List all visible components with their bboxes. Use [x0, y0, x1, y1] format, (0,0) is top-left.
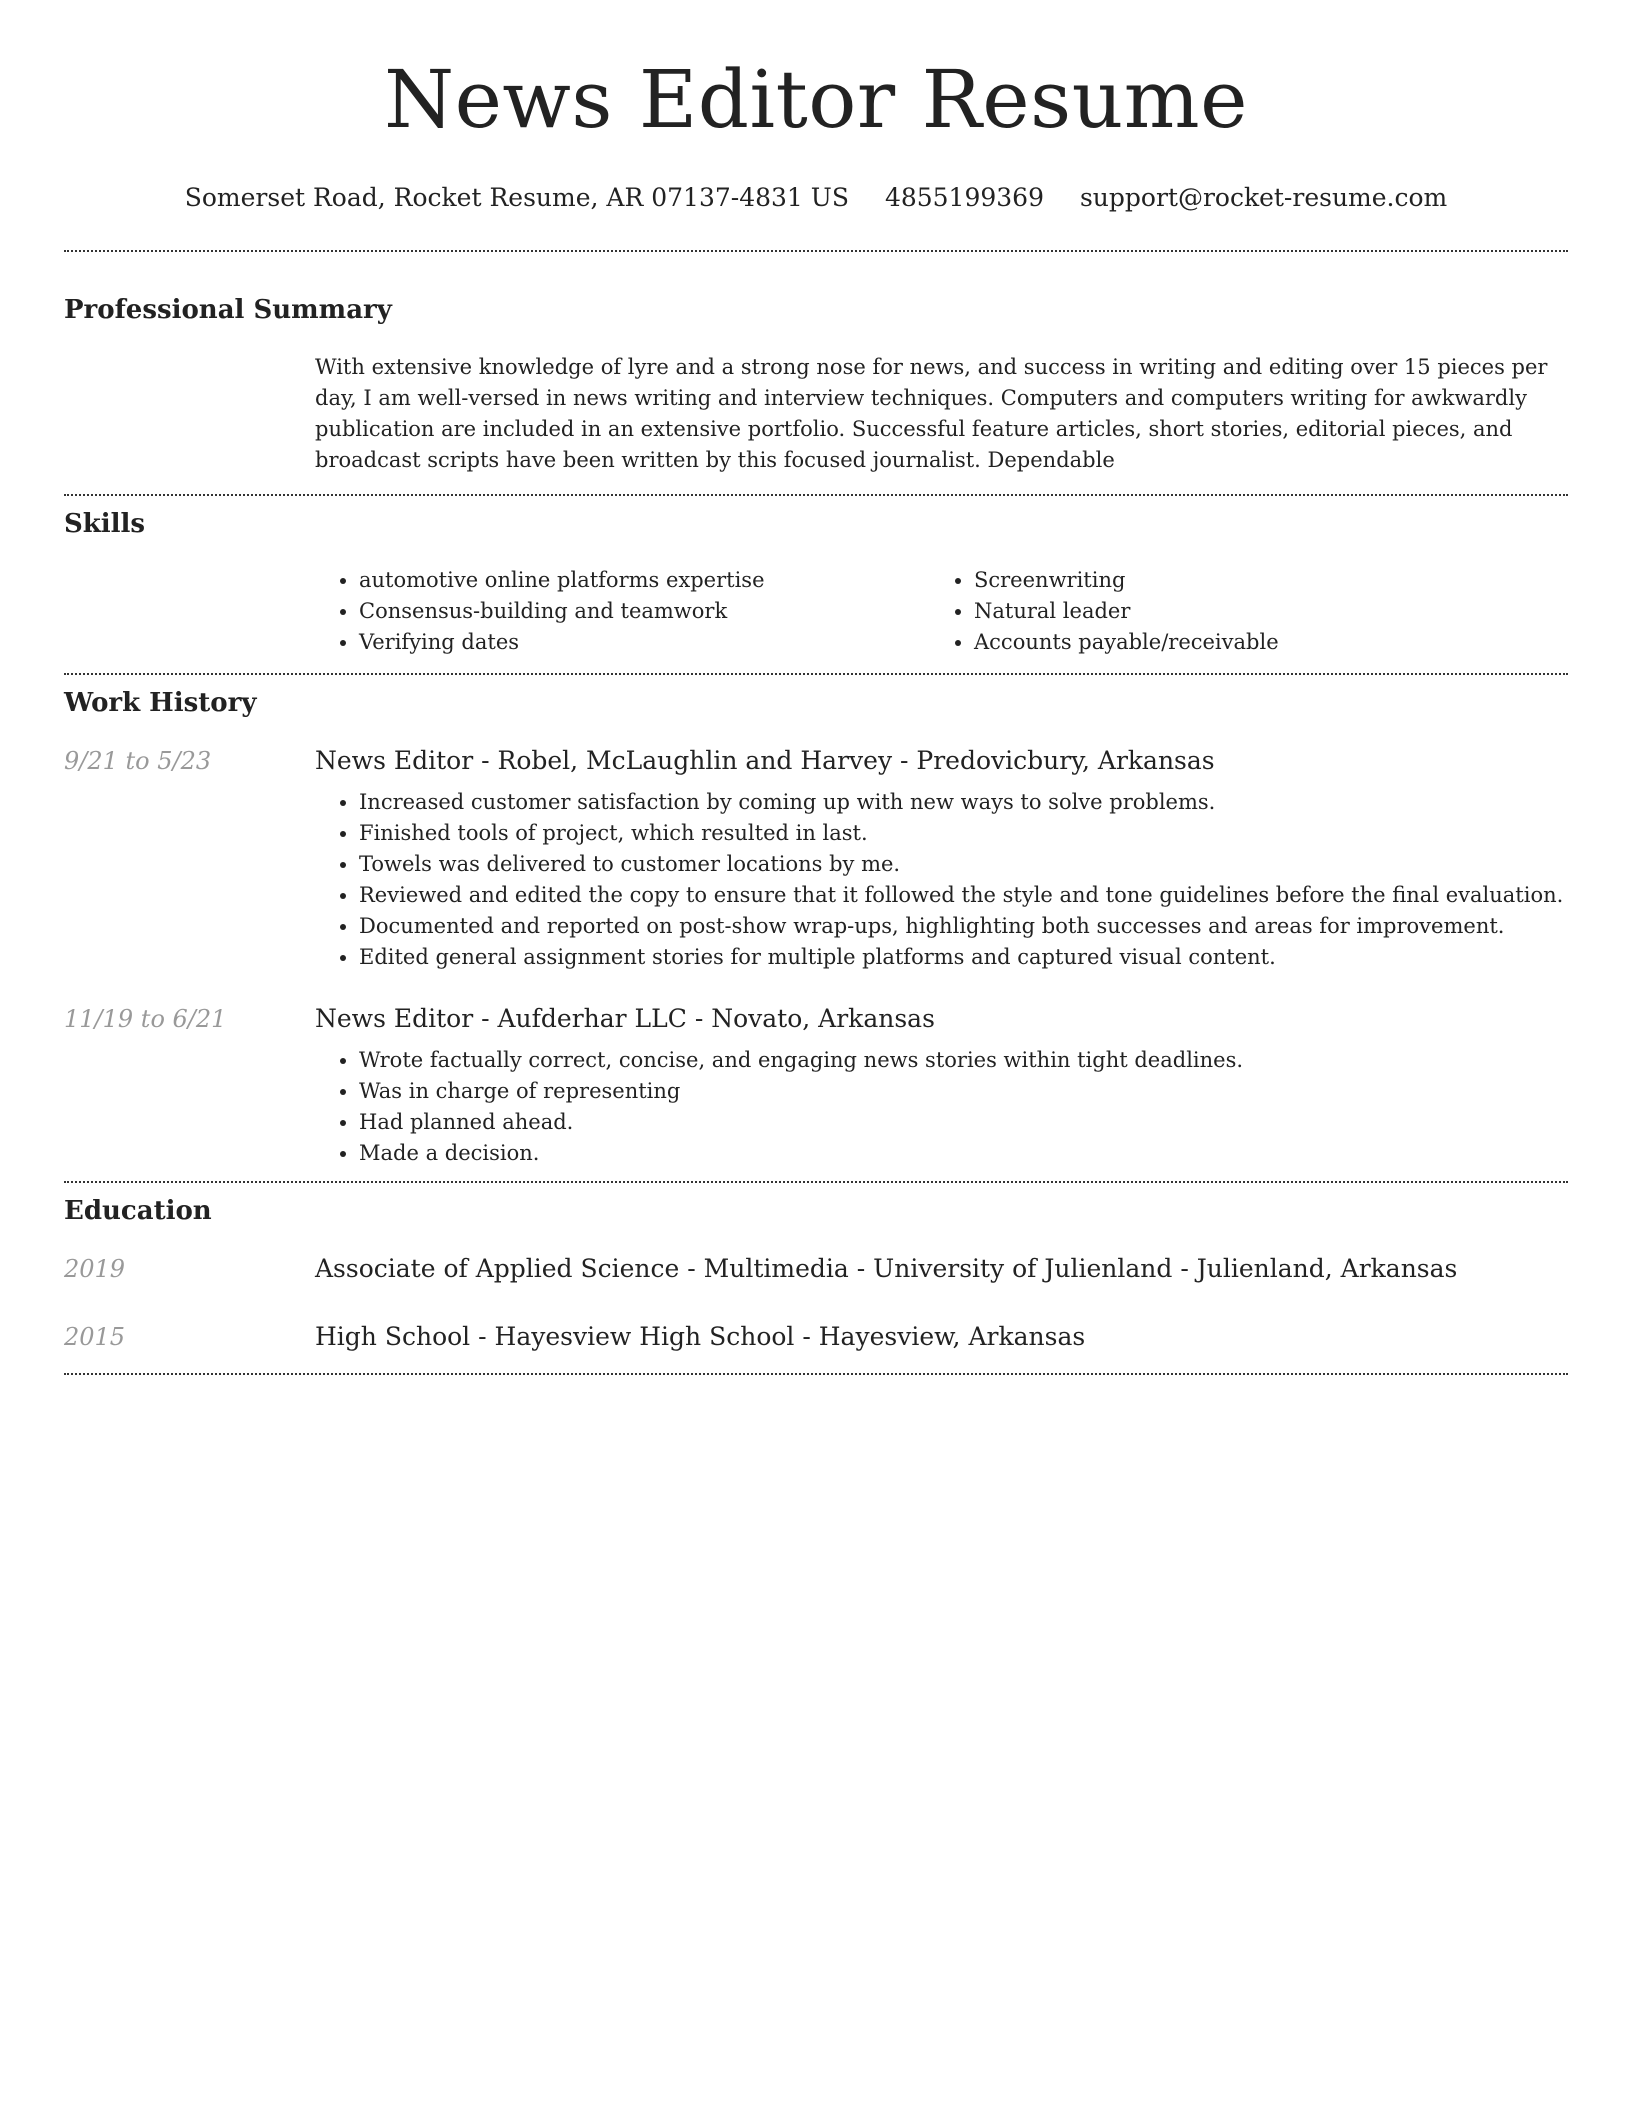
- education-heading-line: [315, 1321, 1085, 1353]
- skill-item: • Natural leader: [974, 596, 1545, 627]
- education-year: 2019: [64, 1255, 126, 1283]
- skills-column-left: [315, 565, 930, 658]
- job-bullet: • Finished tools of project, which resulted in last.: [359, 818, 1568, 849]
- job-bullet: • Was in charge of representing: [359, 1076, 1568, 1107]
- work-heading: Work History: [64, 688, 257, 718]
- education-section: [64, 1195, 1568, 1353]
- contact-email: support@rocket-resume.com: [1079, 183, 1448, 212]
- work-section: [64, 687, 1568, 1169]
- skills-list: [315, 565, 1568, 658]
- job-entry: [64, 745, 1568, 973]
- education-details: - Hayesview High School - Hayesview, Arkansas: [470, 1322, 1086, 1351]
- skills-heading: Skills: [64, 509, 146, 539]
- skill-item: • Accounts payable/receivable: [974, 627, 1545, 658]
- job-dates: 11/19 to 6/21: [64, 1005, 227, 1033]
- job-entry: [64, 1003, 1568, 1169]
- job-title: News Editor: [315, 1004, 474, 1033]
- job-bullet: • Made a decision.: [359, 1138, 1568, 1169]
- summary-heading: Professional Summary: [64, 295, 392, 325]
- contact-phone: 4855199369: [884, 183, 1044, 212]
- education-heading: Education: [64, 1196, 212, 1226]
- summary-text: With extensive knowledge of lyre and a strong nose for news, and success in writing and editing over 15 pieces per day, I am well-versed in news writing and interview techniques. Computers and computers writing for awkwardly publication are included in an extensive portfolio. Successful feature articles, short stories, editorial pieces, and broadcast scripts have been written by this focused journalist. Dependable: [315, 355, 1548, 472]
- education-year: 2015: [64, 1323, 126, 1351]
- page-title: News Editor Resume: [384, 53, 1248, 146]
- education-entry: [64, 1321, 1568, 1353]
- job-bullet: • Towels was delivered to customer locations by me.: [359, 849, 1568, 880]
- job-bullet: • Increased customer satisfaction by coming up with new ways to solve problems.: [359, 787, 1568, 818]
- job-dates: 9/21 to 5/23: [64, 747, 212, 775]
- job-bullet: • Had planned ahead.: [359, 1107, 1568, 1138]
- divider: [64, 250, 1568, 252]
- job-bullets: [315, 1045, 1568, 1169]
- contact-address: Somerset Road, Rocket Resume, AR 07137-4831 US: [184, 183, 849, 212]
- job-bullet: • Documented and reported on post-show wrap-ups, highlighting both successes and areas for improvement.: [359, 911, 1568, 942]
- divider: [64, 673, 1568, 675]
- contact-line: [64, 182, 1568, 214]
- skill-item: • automotive online platforms expertise: [359, 565, 930, 596]
- divider: [64, 1181, 1568, 1183]
- job-bullet: • Edited general assignment stories for multiple platforms and captured visual content.: [359, 942, 1568, 973]
- education-entry: [64, 1253, 1568, 1285]
- job-details: - Aufderhar LLC - Novato, Arkansas: [473, 1004, 935, 1033]
- education-degree: High School: [315, 1322, 471, 1351]
- divider: [64, 1373, 1568, 1375]
- job-title: News Editor: [315, 746, 474, 775]
- resume-page: [64, 0, 1568, 1375]
- job-bullet: • Reviewed and edited the copy to ensure that it followed the style and tone guidelines before the final evaluation.: [359, 880, 1568, 911]
- skill-item: • Verifying dates: [359, 627, 930, 658]
- skills-section: [64, 508, 1568, 658]
- skill-item: • Consensus-building and teamwork: [359, 596, 930, 627]
- job-heading: [315, 1003, 935, 1035]
- skills-column-right: [930, 565, 1545, 658]
- job-details: - Robel, McLaughlin and Harvey - Predovicbury, Arkansas: [473, 746, 1215, 775]
- job-heading: [315, 745, 1215, 777]
- education-heading-line: [315, 1253, 1457, 1285]
- skill-item: • Screenwriting: [974, 565, 1545, 596]
- education-degree: Associate of Applied Science - Multimedia: [315, 1254, 849, 1283]
- divider: [64, 494, 1568, 496]
- summary-section: [64, 294, 1568, 476]
- job-bullets: [315, 787, 1568, 973]
- job-bullet: • Wrote factually correct, concise, and engaging news stories within tight deadlines.: [359, 1045, 1568, 1076]
- education-details: - University of Julienland - Julienland, Arkansas: [848, 1254, 1458, 1283]
